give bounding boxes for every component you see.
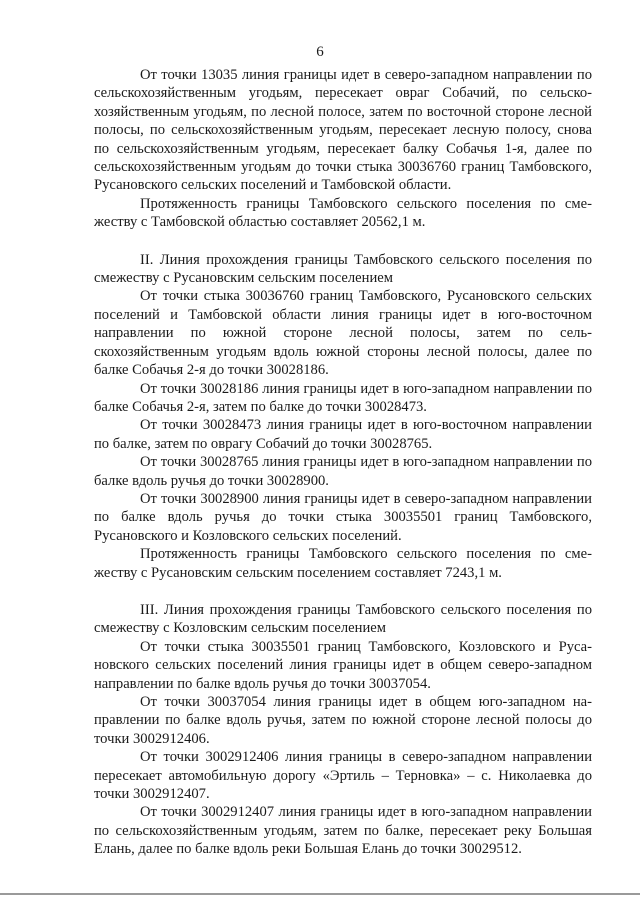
paragraph: Протяженность границы Тамбовского сельского поселения по смежеству с Тамбовской областью составляет 20562,1 м.: [94, 195, 592, 231]
paragraph: От точки 30028900 линия границы идет в северо-западном направлении по балке вдоль ручья до точки стыка 30035501 границ Тамбовского, Русановского и Козловского сельских поселений.: [94, 490, 592, 544]
paragraph: От точки 30028765 линия границы идет в юго-западном направлении по балке вдоль ручья до точки 30028900.: [94, 454, 592, 489]
paragraph: От точки стыка 30036760 границ Тамбовского, Русановского сельских поселений и Тамбовской области линия границы идет в юго-восточном направлении по южной стороне лесной полосы, затем по сельскохозяйственным угодьям вдоль южной стороны лесной полосы, далее по балке Собачья 2-я до точки 30028186.: [94, 288, 592, 379]
paragraph: От точки 30028186 линия границы идет в юго-западном направлении по балке Собачья 2-я, затем по балке до точки 30028473.: [94, 380, 592, 415]
section-heading: II. Линия прохождения границы Тамбовского сельского поселения по смежеству с Русановским сельским поселением: [94, 251, 592, 287]
paragraph: От точки 30028473 линия границы идет в юго-восточном направлении по балке, затем по оврагу Собачий до точки 30028765.: [94, 417, 592, 452]
section-heading: III. Линия прохождения границы Тамбовского сельского поселения по смежеству с Козловским сельским поселением: [94, 601, 592, 637]
paragraph: От точки 3002912407 линия границы идет в юго-западном направлении по сельскохозяйственным угодьям, затем по балке, пересекает реку Большая Елань, далее по балке вдоль реки Большая Елань до точки 30029512.: [94, 804, 592, 858]
section-gap: [94, 582, 592, 601]
page-bottom-edge: [0, 893, 640, 895]
paragraph: От точки стыка 30035501 границ Тамбовского, Козловского и Русановского сельских поселений линия границы идет в общем северо-западном направлении по балке вдоль ручья до точки 30037054.: [94, 638, 592, 692]
paragraph: От точки 13035 линия границы идет в северо-западном направлении по сельскохозяйственным угодьям, пересекает овраг Собачий, по сельскохозяйственным угодьям, по лесной полосе, затем по восточной стороне лесной полосы, по сельскохозяйственным угодьям, пересекает лесную полосу, снова по сельскохозяйственным угодьям, пересекает балку Собачья 1-я, далее по сельскохозяйственным угодьям до точки стыка 30036760 границ Тамбовского, Русановского сельских поселений и Тамбовской области.: [94, 67, 592, 194]
document-body: [94, 66, 592, 859]
paragraph: Протяженность границы Тамбовского сельского поселения по смежеству с Русановским сельским поселением составляет 7243,1 м.: [94, 546, 592, 581]
paragraph: От точки 3002912406 линия границы в северо-западном направлении пересекает автомобильную дорогу «Эртиль – Терновка» – с. Николаевка до точки 3002912407.: [94, 749, 592, 803]
paragraph: От точки 30037054 линия границы идет в общем юго-западном направлении по балке вдоль ручья, затем по южной стороне лесной полосы до точки 3002912406.: [94, 694, 592, 747]
section-gap: [94, 232, 592, 251]
page-number: 6: [316, 44, 324, 60]
